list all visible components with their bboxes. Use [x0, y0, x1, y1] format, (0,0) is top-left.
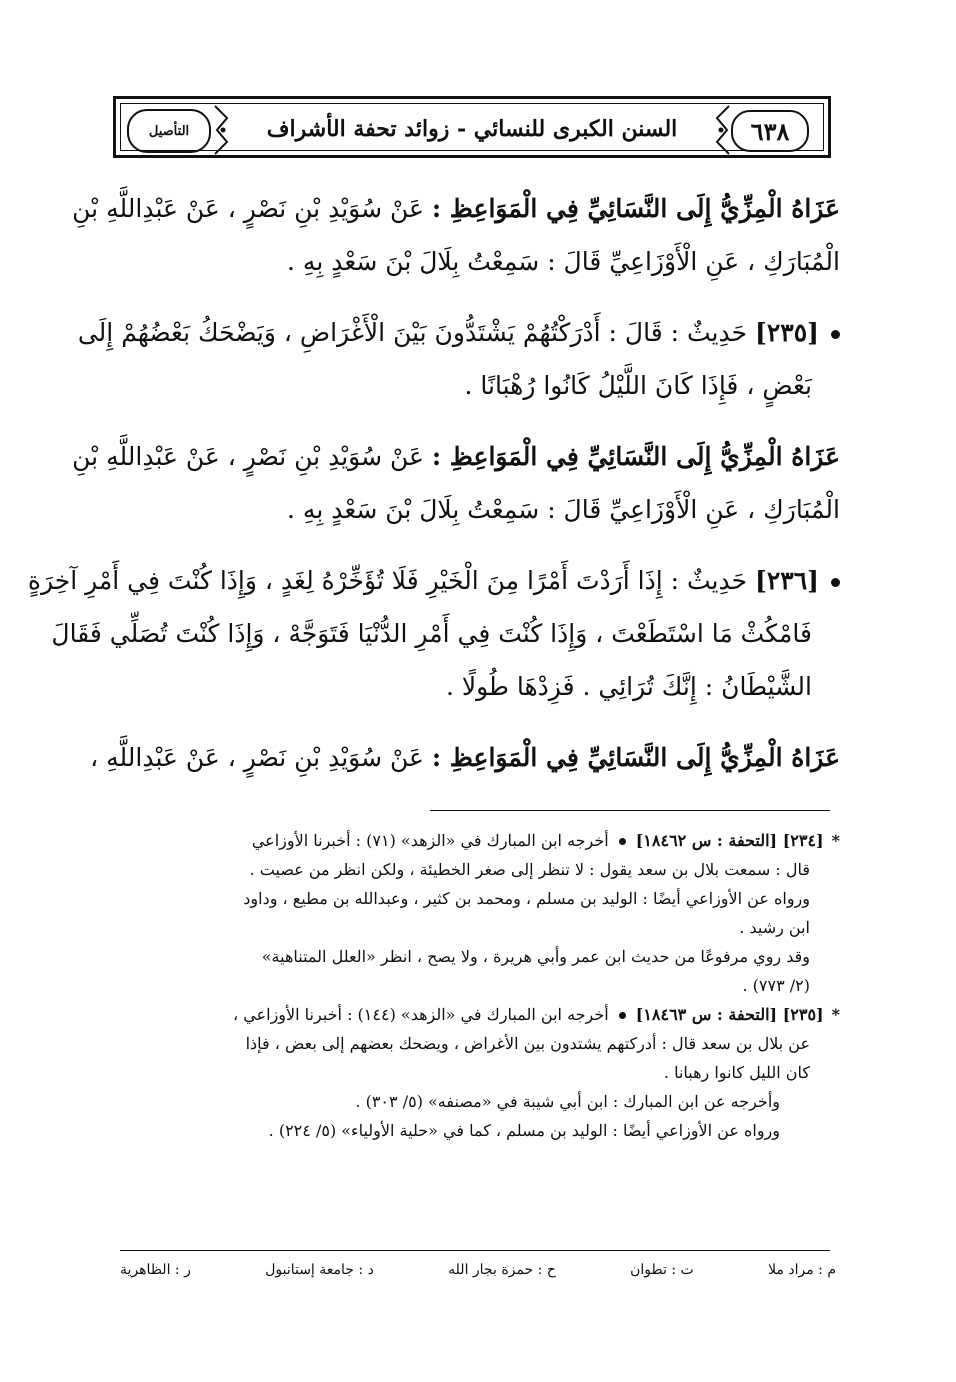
hadith-number: [٢٣٦]	[755, 566, 819, 595]
ornament-left-icon	[213, 104, 233, 156]
footnote-235: *[٢٣٥] [التحفة : س ١٨٤٦٣]أخرجه ابن المبارك في «الزهد» (١٤٤) : أخبرنا الأوزاعي ،	[232, 1005, 840, 1024]
footnote-line: قال : سمعت بلال بن سعد يقول : لا تنظر إلى صغر الخطيئة ، ولكن انظر من عصيت .	[249, 860, 810, 879]
sigla-separator	[120, 1250, 830, 1251]
footnote-ref: [٢٣٥] [التحفة : س ١٨٤٦٣]	[635, 1005, 824, 1024]
footnotes	[116, 826, 840, 1145]
publisher-logo: التأصيل	[127, 109, 211, 153]
page-number: ٦٣٨	[731, 110, 809, 152]
attribution: عَزَاهُ الْمِزِّيُّ إِلَى النَّسَائِيِّ فِي الْمَوَاعِظِ :	[431, 743, 840, 772]
star-icon: *	[831, 1005, 840, 1024]
footnote-line: وأخرجه عن ابن المبارك : ابن أبي شيبة في «مصنفه» (٥/ ٣٠٣) .	[355, 1092, 780, 1111]
bullet-icon	[619, 838, 626, 845]
header-inner-frame	[120, 103, 824, 151]
footnote-line: ورواه عن الأوزاعي أيضًا : الوليد بن مسلم ، ومحمد بن كثير ، وعبدالله بن مطيع ، وداود	[243, 889, 810, 908]
footnote-ref: [٢٣٤] [التحفة : س ١٨٤٦٢]	[635, 831, 824, 850]
bullet-icon	[831, 330, 840, 339]
bullet-icon	[831, 578, 840, 587]
manuscript-sigla	[120, 1262, 836, 1288]
bullet-icon	[619, 1012, 626, 1019]
text-line: عَزَاهُ الْمِزِّيُّ إِلَى النَّسَائِيِّ فِي الْمَوَاعِظِ : عَنْ سُوَيْدِ بْنِ نَصْرٍ ، عَنْ عَبْدِاللَّهِ بْنِ	[72, 194, 840, 223]
siglum: ر : الظاهرية	[120, 1262, 191, 1278]
footnote-line: (٢/ ٧٧٣) .	[742, 976, 810, 995]
siglum: م : مراد ملا	[768, 1262, 836, 1278]
ornament-right-icon	[711, 104, 731, 156]
footnote-line: وقد روي مرفوعًا من حديث ابن عمر وأبي هريرة ، ولا يصح ، انظر «العلل المتناهية»	[261, 947, 810, 966]
text-line: الْمُبَارَكِ ، عَنِ الْأَوْزَاعِيِّ قَالَ : سَمِعْتُ بِلَالَ بْنَ سَعْدٍ بِهِ .	[287, 495, 840, 524]
running-title: السنن الكبرى للنسائي - زوائد تحفة الأشراف	[266, 116, 678, 142]
attribution: عَزَاهُ الْمِزِّيُّ إِلَى النَّسَائِيِّ فِي الْمَوَاعِظِ :	[431, 194, 840, 223]
main-text	[27, 182, 840, 784]
footnote-line: عن بلال بن سعد قال : أدركتهم يشتدون بين الأغراض ، ويضحك بعضهم إلى بعض ، فإذا	[245, 1034, 810, 1053]
footnote-separator	[430, 810, 830, 811]
footnote-line: ورواه عن الأوزاعي أيضًا : الوليد بن مسلم ، كما في «حلية الأولياء» (٥/ ٢٢٤) .	[268, 1121, 780, 1140]
text-line: الشَّيْطَانُ : إِنَّكَ تُرَائِي . فَزِدْهَا طُولًا .	[445, 672, 812, 701]
text-line: عَزَاهُ الْمِزِّيُّ إِلَى النَّسَائِيِّ فِي الْمَوَاعِظِ : عَنْ سُوَيْدِ بْنِ نَصْرٍ ، عَنْ عَبْدِاللَّهِ ،	[90, 743, 840, 772]
hadith-235: [٢٣٥] حَدِيثٌ : قَالَ : أَدْرَكْتُهُمْ يَشْتَدُّونَ بَيْنَ الْأَغْرَاضِ ، وَيَضْحَكُ بَعْضُهُمْ إِلَى	[116, 306, 840, 359]
text-line: عَزَاهُ الْمِزِّيُّ إِلَى النَّسَائِيِّ فِي الْمَوَاعِظِ : عَنْ سُوَيْدِ بْنِ نَصْرٍ ، عَنْ عَبْدِاللَّهِ بْنِ	[72, 442, 840, 471]
text-line: فَامْكُثْ مَا اسْتَطَعْتَ ، وَإِذَا كُنْتَ فِي أَمْرِ الدُّنْيَا فَتَوَجَّهْ ، وَإِذَا كُنْتَ تُصَلِّي فَقَالَ	[51, 619, 812, 648]
text-line: الْمُبَارَكِ ، عَنِ الْأَوْزَاعِيِّ قَالَ : سَمِعْتُ بِلَالَ بْنَ سَعْدٍ بِهِ .	[287, 247, 840, 276]
hadith-236: [٢٣٦] حَدِيثٌ : إِذَا أَرَدْتَ أَمْرًا مِنَ الْخَيْرِ فَلَا تُؤَخِّرْهُ لِغَدٍ ، وَإِذَا كُنْتَ فِي أَمْرِ آخِرَةٍ	[116, 554, 840, 607]
footnote-line: كان الليل كانوا رهبانا .	[663, 1063, 810, 1082]
siglum: د : جامعة إستانبول	[265, 1262, 374, 1278]
page-header	[113, 96, 831, 158]
text-line: بَعْضٍ ، فَإِذَا كَانَ اللَّيْلُ كَانُوا رُهْبَانًا .	[464, 371, 812, 400]
footnote-line: ابن رشيد .	[739, 918, 810, 937]
attribution: عَزَاهُ الْمِزِّيُّ إِلَى النَّسَائِيِّ فِي الْمَوَاعِظِ :	[431, 442, 840, 471]
star-icon: *	[831, 831, 840, 850]
siglum: ت : تطوان	[630, 1262, 694, 1278]
footnote-234: *[٢٣٤] [التحفة : س ١٨٤٦٢]أخرجه ابن المبارك في «الزهد» (٧١) : أخبرنا الأوزاعي	[251, 831, 840, 850]
siglum: ح : حمزة بجار الله	[448, 1262, 556, 1278]
hadith-number: [٢٣٥]	[755, 318, 819, 347]
